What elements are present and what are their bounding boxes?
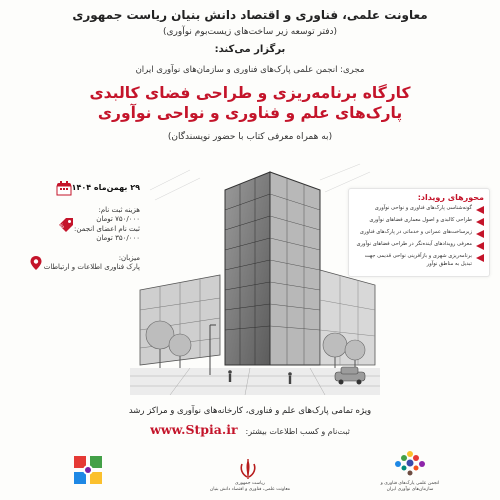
member-fee-label: ثبت نام اعضای انجمن: <box>74 224 140 233</box>
triangle-bullet-icon <box>476 218 484 226</box>
emblem-caption-2: معاونت علمی، فناوری و اقتصاد دانش بنیان <box>209 487 291 492</box>
event-info-panel <box>8 180 140 283</box>
emblem-caption-1: ریاست جمهوری <box>235 481 265 486</box>
host-label: میزبان: <box>118 253 140 262</box>
list-item: طراحی کالبدی و اصول معماری فضاهای نوآوری <box>354 217 484 226</box>
triangle-bullet-icon <box>476 242 484 250</box>
event-title-line2: پارک‌های علم و فناوری و نواحی نوآوری <box>97 104 403 122</box>
header-organization: معاونت علمی، فناوری و اقتصاد دانش بنیان ریاست جمهوری <box>72 8 428 22</box>
header-presents: برگزار می‌کند: <box>214 44 286 55</box>
government-emblem-icon <box>237 458 259 480</box>
host-row <box>8 254 140 273</box>
target-audience: ویژه تمامی پارک‌های علم و فناوری، کارخانه‌های نوآوری و مراکز رشد <box>128 406 372 416</box>
list-item: برنامه‌ریزی شهری و بازآفرینی نواحی قدیمی جهت تبدیل به مناطق نوآور <box>354 253 484 268</box>
location-pin-icon <box>28 255 44 271</box>
member-fee-value: ۳۵۰/۰۰۰ تومان <box>96 234 140 243</box>
triangle-bullet-icon <box>476 254 484 262</box>
registration-fee-value: ۷۵۰/۰۰۰ تومان <box>96 215 140 224</box>
event-title-line1: کارگاه برنامه‌ریزی و طراحی فضای کالبدی <box>89 84 411 102</box>
price-tag-icon <box>58 217 74 233</box>
calendar-icon <box>56 180 72 196</box>
list-item: زیرساخت‌های عمرانی و خدماتی در پارک‌های فناوری <box>354 229 484 238</box>
event-topics-box <box>348 188 490 277</box>
registration-fee-label: هزینه ثبت نام: <box>98 206 140 214</box>
association-caption-1: انجمن علمی پارک‌های فناوری و <box>380 481 440 486</box>
header-organizer: مجری: انجمن علمی پارک‌های فناوری و سازمان‌های نوآوری ایران <box>135 65 365 75</box>
association-caption-2: سازمان‌های نوآوری ایران <box>386 487 434 492</box>
building-sketch-illustration <box>130 150 380 395</box>
registration-row <box>60 422 440 437</box>
association-logo <box>392 450 428 478</box>
registration-label: ثبت‌نام و کسب اطلاعات بیشتر: <box>245 427 350 436</box>
list-item: معرفی رویدادهای آینده‌نگر در طراحی فضاهای نوآوری <box>354 241 484 250</box>
website-link[interactable]: www.Stpia.ir <box>150 422 238 437</box>
organizer-logo <box>70 452 106 488</box>
triangle-bullet-icon <box>476 206 484 214</box>
registration-fee-row <box>8 206 140 244</box>
event-topics-title: محورهای رویداد: <box>417 193 484 202</box>
triangle-bullet-icon <box>476 230 484 238</box>
list-item: گونه‌شناسی پارک‌های فناوری و نواحی نوآوری <box>354 205 484 214</box>
event-date-row <box>8 180 140 196</box>
event-subtitle: (به همراه معرفی کتاب با حضور نویسندگان) <box>167 132 333 142</box>
svg-text:%: % <box>58 222 65 230</box>
host-value: پارک فناوری اطلاعات و ارتباطات <box>43 263 140 272</box>
event-date: ۲۹ بهمن‌ماه ۱۴۰۴ <box>71 182 140 192</box>
header-office: (دفتر توسعه زیر ساخت‌های زیست‌بوم نوآوری) <box>162 27 338 37</box>
